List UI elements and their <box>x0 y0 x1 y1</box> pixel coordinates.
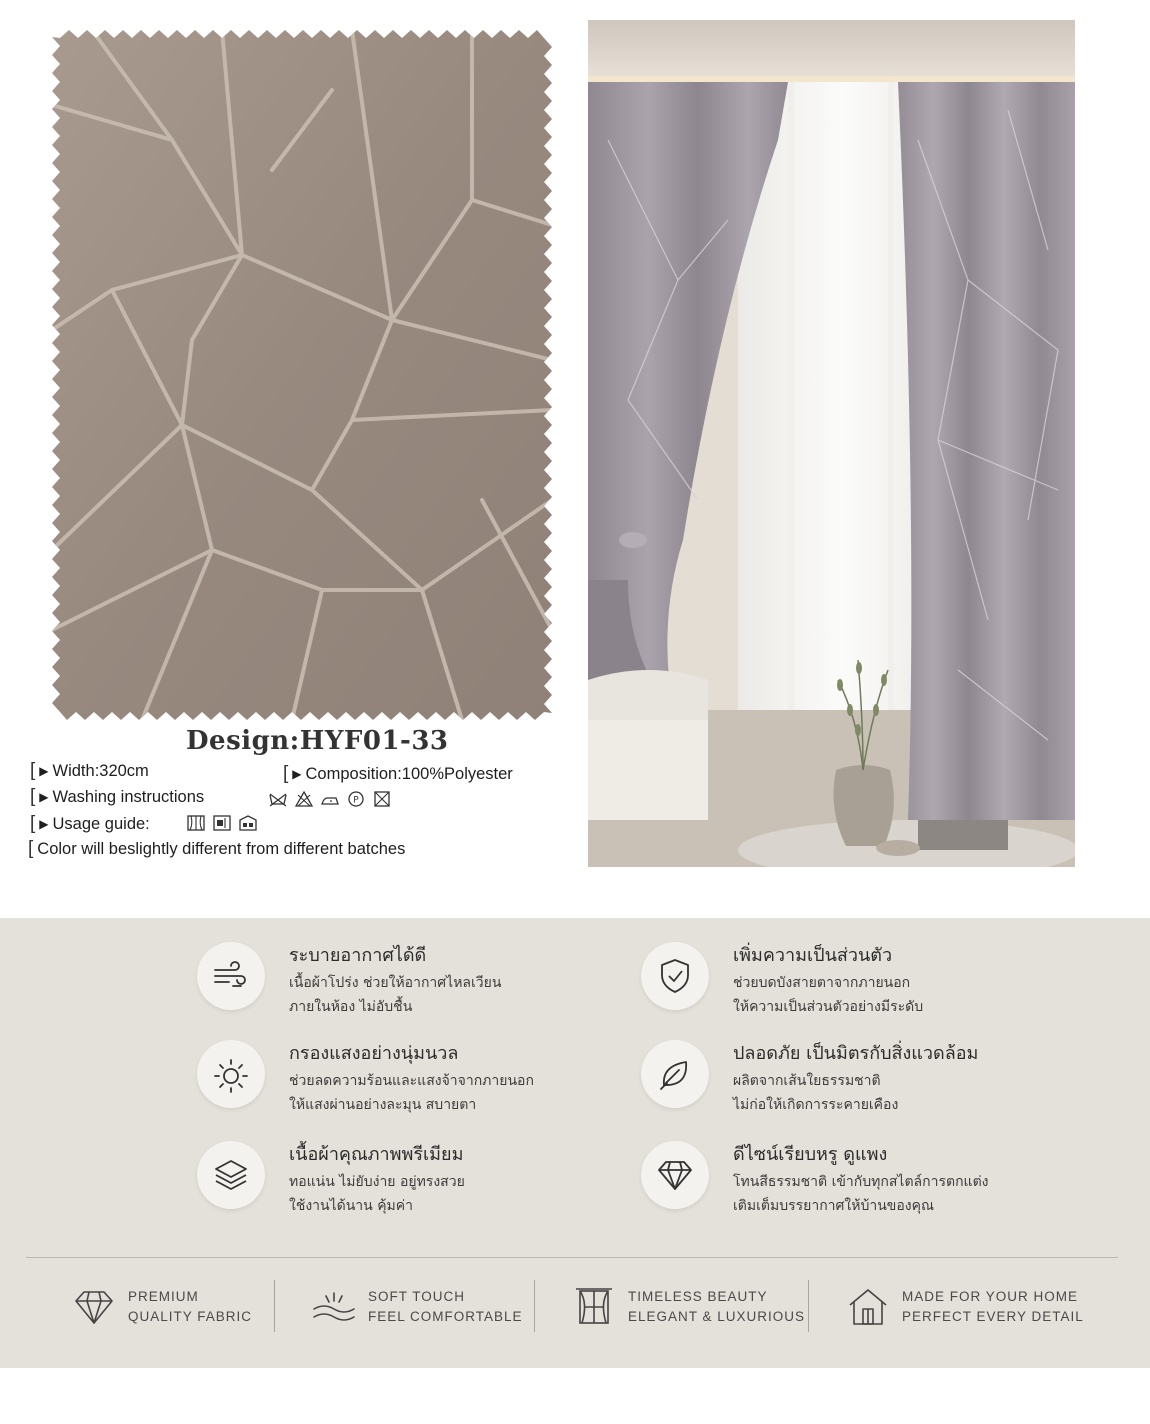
spec-composition-text: Composition:100%Polyester <box>305 764 513 783</box>
badge-timeless <box>572 1282 805 1332</box>
room-usage-icon <box>238 814 258 832</box>
feature-desc-line2: ให้ความเป็นส่วนตัวอย่างมีระดับ <box>733 999 924 1015</box>
feature-breathable <box>197 936 617 1026</box>
feature-premium-fabric <box>197 1135 617 1225</box>
spec-washing: [ ▶ Washing instructions <box>30 786 205 807</box>
curtain-room-photo <box>588 20 1075 867</box>
sun-icon <box>211 1054 251 1094</box>
window-usage-icon <box>212 814 232 832</box>
fabric-swatch-image <box>52 30 552 720</box>
badge-line1: MADE FOR YOUR HOME <box>902 1289 1079 1304</box>
feature-desc-line1: ช่วยบดบังสายตาจากภายนอก <box>733 975 911 991</box>
usage-symbols <box>186 814 258 832</box>
window-curtain-icon <box>572 1285 616 1329</box>
feature-icon-circle <box>641 1040 709 1108</box>
soft-touch-icon <box>312 1285 356 1329</box>
spec-width: [ ▶ Width:320cm <box>30 760 149 781</box>
feature-desc-line2: ให้แสงผ่านอย่างละมุน สบายตา <box>289 1097 477 1113</box>
washing-symbols <box>268 790 392 808</box>
spec-usage-text: Usage guide: <box>52 814 150 833</box>
badge-line1: TIMELESS BEAUTY <box>628 1289 768 1304</box>
feature-desc-line2: ภายในห้อง ไม่อับชื้น <box>289 999 413 1015</box>
feature-icon-circle <box>197 1141 265 1209</box>
diamond-icon <box>655 1155 695 1195</box>
spec-composition: [ ▶ Composition:100%Polyester <box>283 763 513 784</box>
feature-icon-circle <box>197 942 265 1010</box>
feature-icon-circle <box>641 1141 709 1209</box>
feature-desc-line2: ใช้งานได้นาน คุ้มค่า <box>289 1198 414 1214</box>
spec-washing-text: Washing instructions <box>52 787 205 806</box>
badge-premium <box>72 1282 252 1332</box>
layers-icon <box>211 1155 251 1195</box>
badge-line2: ELEGANT & LUXURIOUS <box>628 1309 806 1324</box>
svg-text:P: P <box>353 795 359 806</box>
feature-icon-circle <box>197 1040 265 1108</box>
badge-separator <box>808 1280 809 1332</box>
feature-title: ดีไซน์เรียบหรู ดูแพง <box>733 1144 888 1165</box>
badge-line1: PREMIUM <box>128 1289 199 1304</box>
feature-title: ปลอดภัย เป็นมิตรกับสิ่งแวดล้อม <box>733 1043 979 1064</box>
badge-soft-touch <box>312 1282 523 1332</box>
feature-luxury-design <box>641 1135 1061 1225</box>
diamond-outline-icon <box>72 1285 116 1329</box>
feature-light-filter <box>197 1034 617 1124</box>
panel-divider <box>26 1257 1118 1258</box>
leaf-icon <box>655 1054 695 1094</box>
feature-title: กรองแสงอย่างนุ่มนวล <box>289 1043 459 1064</box>
feature-desc-line1: โทนสีธรรมชาติ เข้ากับทุกสไตล์การตกแต่ง <box>733 1174 989 1190</box>
home-icon <box>846 1285 890 1329</box>
spec-color-note: [ Color will beslightly different from different batches <box>28 838 406 859</box>
feature-desc-line1: ช่วยลดความร้อนและแสงจ้าจากภายนอก <box>289 1073 534 1089</box>
feature-desc-line1: เนื้อผ้าโปร่ง ช่วยให้อากาศไหลเวียน <box>289 975 502 991</box>
feature-icon-circle <box>641 942 709 1010</box>
design-code: Design:HYF01-33 <box>186 726 449 756</box>
spec-usage: [ ▶ Usage guide: <box>30 813 150 834</box>
badge-separator <box>534 1280 535 1332</box>
badge-line1: SOFT TOUCH <box>368 1289 466 1304</box>
badge-line2: QUALITY FABRIC <box>128 1309 253 1324</box>
iron-low-icon <box>320 790 340 808</box>
feature-desc-line2: ไม่ก่อให้เกิดการระคายเคือง <box>733 1097 899 1113</box>
badge-separator <box>274 1280 275 1332</box>
badge-line2: PERFECT EVERY DETAIL <box>902 1309 1084 1324</box>
feature-privacy <box>641 936 1061 1026</box>
feature-eco-safe <box>641 1034 1061 1124</box>
badge-home <box>846 1282 1084 1332</box>
feature-desc-line2: เติมเต็มบรรยากาศให้บ้านของคุณ <box>733 1198 934 1214</box>
feature-title: เพิ่มความเป็นส่วนตัว <box>733 945 893 966</box>
spec-color-text: Color will beslightly different from different batches <box>37 839 406 858</box>
feature-desc-line1: ผลิตจากเส้นใยธรรมชาติ <box>733 1073 881 1089</box>
no-tumble-dry-icon <box>372 790 392 808</box>
feature-title: ระบายอากาศได้ดี <box>289 945 427 966</box>
no-wash-icon <box>268 790 288 808</box>
wind-icon <box>211 956 251 996</box>
spec-width-text: Width:320cm <box>52 761 149 780</box>
badge-line2: FEEL COMFORTABLE <box>368 1309 523 1324</box>
no-bleach-icon <box>294 790 314 808</box>
feature-title: เนื้อผ้าคุณภาพพรีเมียม <box>289 1144 464 1165</box>
feature-desc-line1: ทอแน่น ไม่ยับง่าย อยู่ทรงสวย <box>289 1174 465 1190</box>
dry-clean-p-icon <box>346 790 366 808</box>
curtain-usage-icon <box>186 814 206 832</box>
shield-check-icon <box>655 956 695 996</box>
